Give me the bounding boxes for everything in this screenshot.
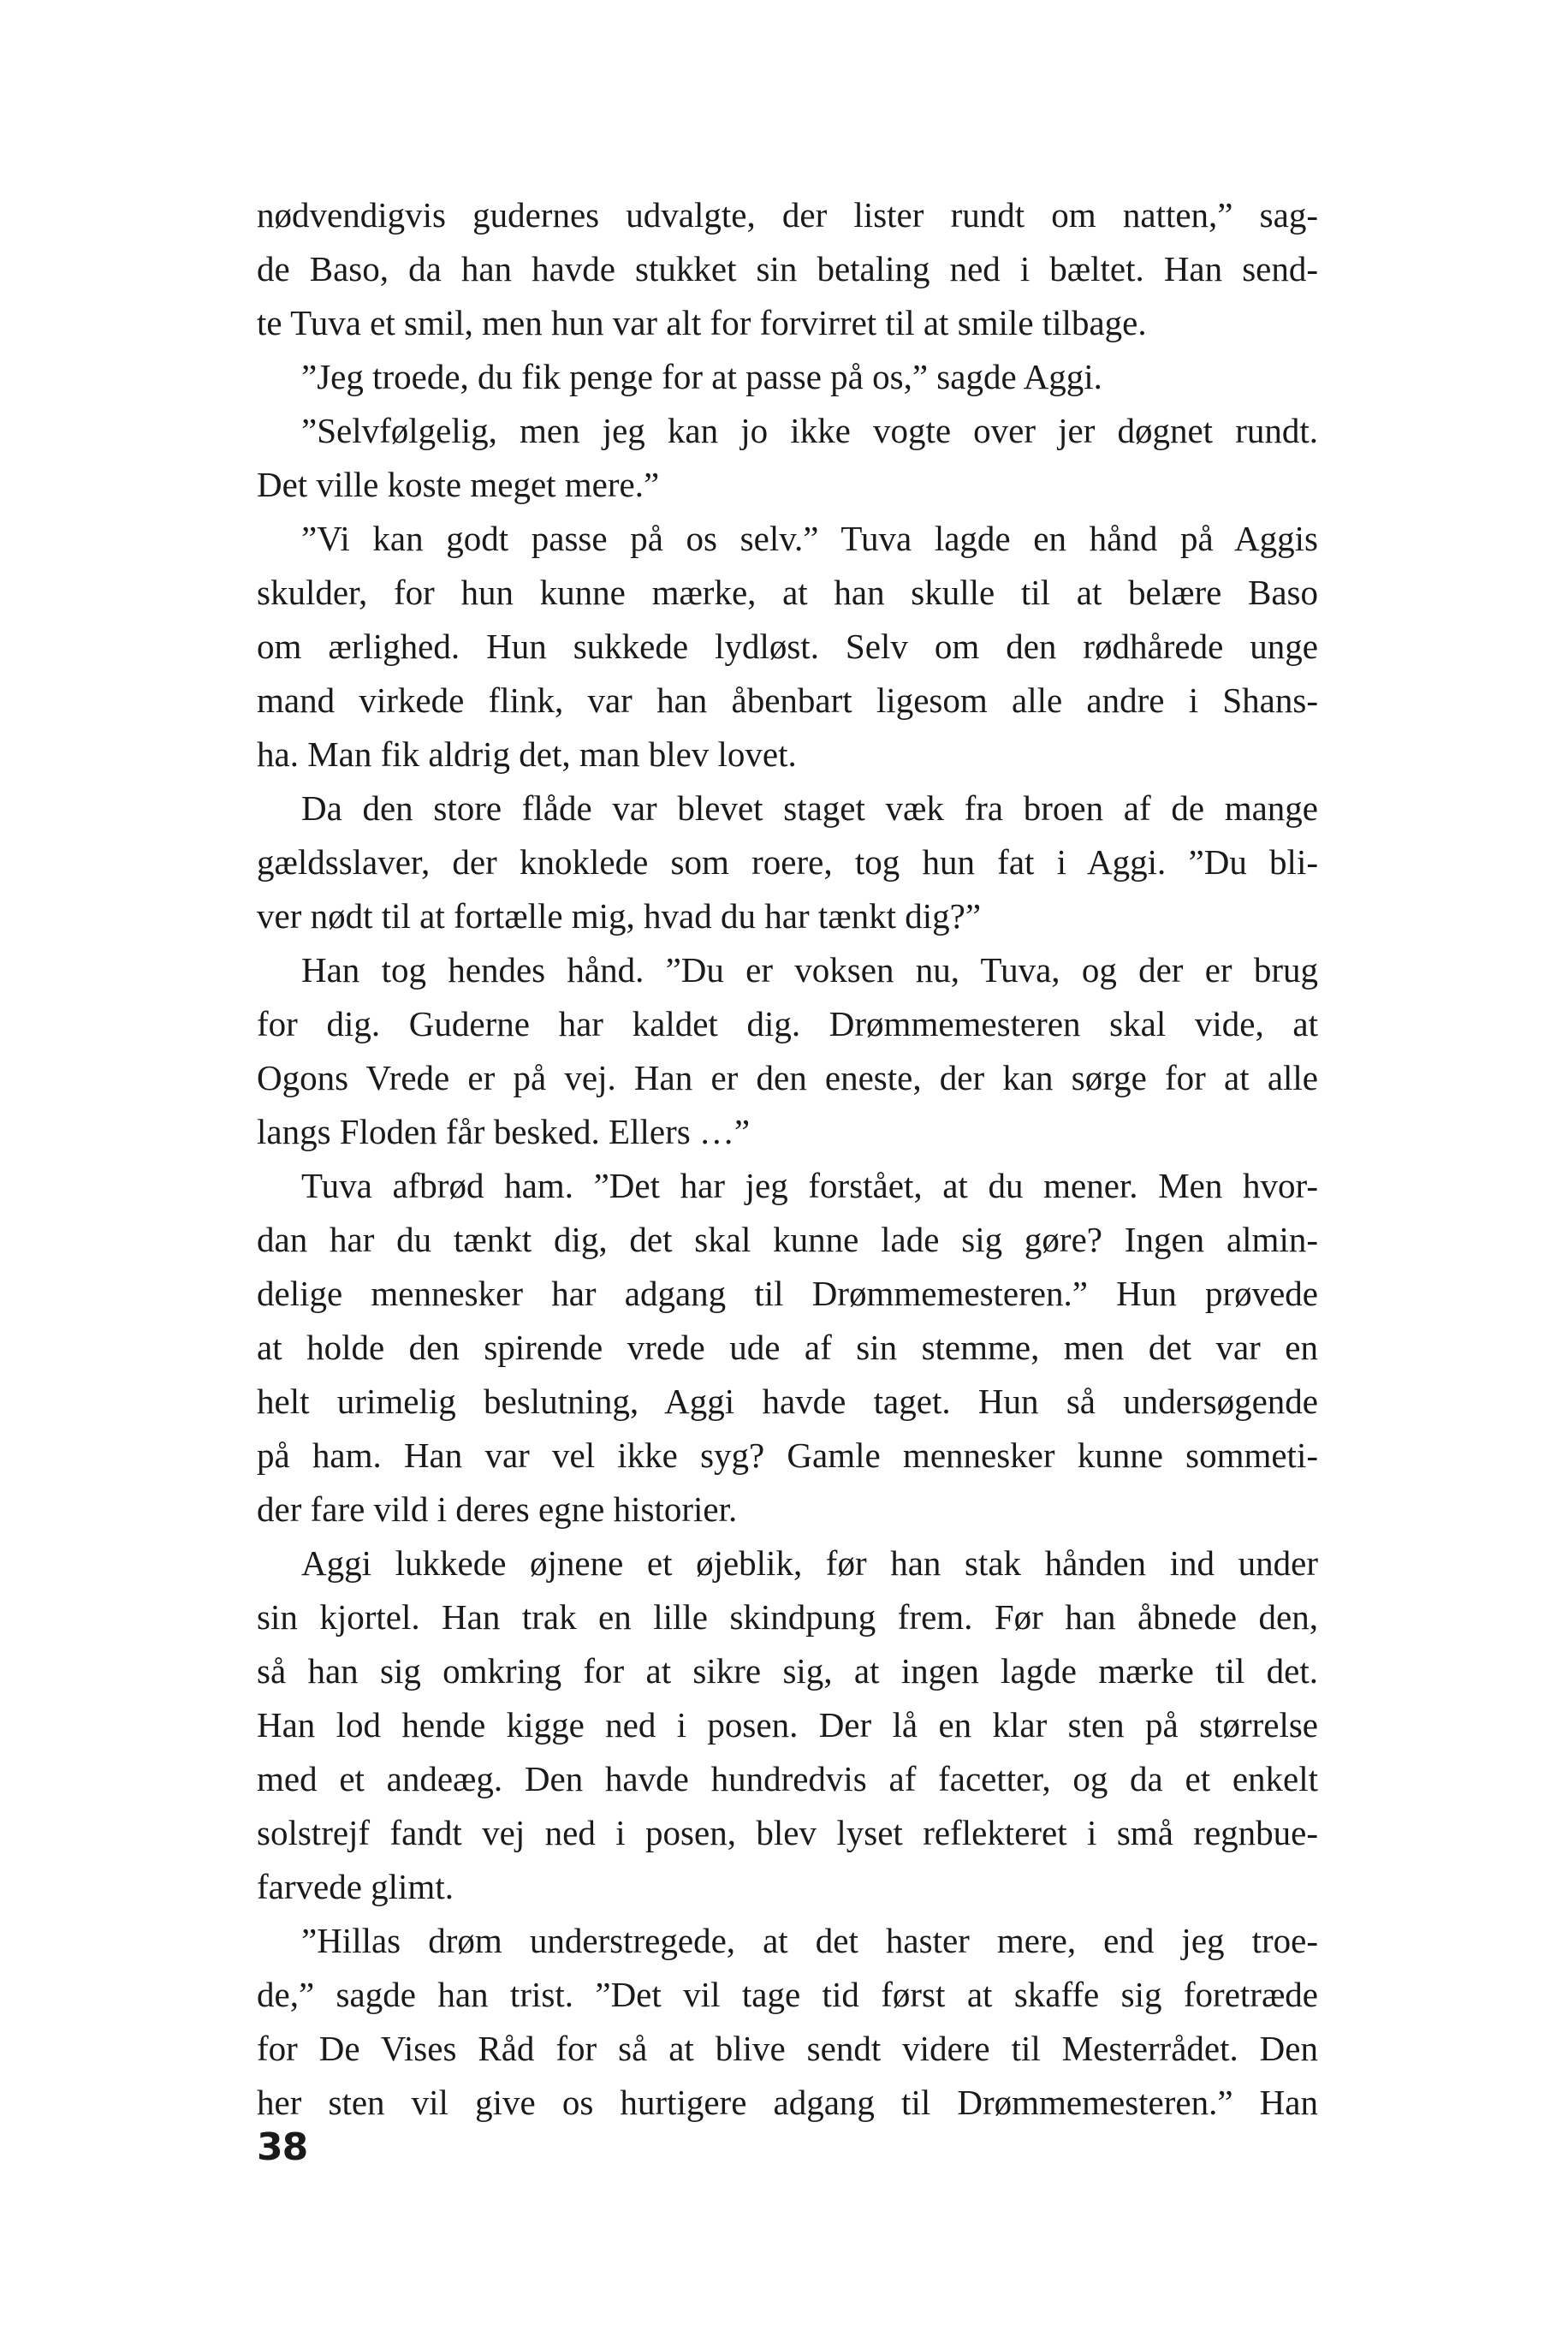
body-text: [257, 188, 1318, 2130]
text-line: ver nødt til at fortælle mig, hvad du har tænkt dig?”: [257, 896, 982, 936]
text-line: helt urimelig beslutning, Aggi havde taget. Hun så undersøgende: [257, 1382, 1318, 1421]
text-line: her sten vil give os hurtigere adgang til Drømmemesteren.” Han: [257, 2083, 1318, 2122]
text-line: Tuva afbrød ham. ”Det har jeg forstået, at du mener. Men hvor-: [301, 1166, 1318, 1205]
text-line: for dig. Guderne har kaldet dig. Drømmemesteren skal vide, at: [257, 1004, 1318, 1043]
text-line: Han lod hende kigge ned i posen. Der lå en klar sten på størrelse: [257, 1705, 1318, 1745]
text-line: farvede glimt.: [257, 1867, 454, 1906]
text-line: med et andeæg. Den havde hundredvis af facetter, og da et enkelt: [257, 1759, 1318, 1798]
text-line: langs Floden får besked. Ellers …”: [257, 1112, 751, 1151]
text-line: Da den store flåde var blevet staget væk fra broen af de mange: [301, 788, 1318, 828]
text-line: de Baso, da han havde stukket sin betaling ned i bæltet. Han send-: [257, 249, 1318, 288]
text-line: mand virkede flink, var han åbenbart ligesom alle andre i Shans-: [257, 681, 1318, 720]
text-line: at holde den spirende vrede ude af sin stemme, men det var en: [257, 1328, 1318, 1367]
text-line: på ham. Han var vel ikke syg? Gamle mennesker kunne sommeti-: [257, 1435, 1318, 1475]
text-line: om ærlighed. Hun sukkede lydløst. Selv om den rødhårede unge: [257, 627, 1318, 666]
text-line: Aggi lukkede øjnene et øjeblik, før han stak hånden ind under: [301, 1543, 1318, 1583]
text-line: ha. Man fik aldrig det, man blev lovet.: [257, 734, 797, 774]
text-line: sin kjortel. Han trak en lille skindpung frem. Før han åbnede den,: [257, 1597, 1318, 1637]
page-number: 38: [257, 2125, 308, 2169]
text-line: nødvendigvis gudernes udvalgte, der lister rundt om natten,” sag-: [257, 195, 1318, 235]
text-line: ”Vi kan godt passe på os selv.” Tuva lagde en hånd på Aggis: [301, 519, 1318, 558]
text-line: skulder, for hun kunne mærke, at han skulle til at belære Baso: [257, 573, 1318, 612]
text-line: ”Hillas drøm understregede, at det haster mere, end jeg troe-: [301, 1921, 1318, 1960]
text-line: dan har du tænkt dig, det skal kunne lade sig gøre? Ingen almin-: [257, 1220, 1318, 1259]
text-line: solstrejf fandt vej ned i posen, blev lyset reflekteret i små regnbue-: [257, 1813, 1318, 1852]
text-line: Han tog hendes hånd. ”Du er voksen nu, Tuva, og der er brug: [301, 950, 1318, 990]
text-line: delige mennesker har adgang til Drømmemesteren.” Hun prøvede: [257, 1274, 1318, 1313]
text-line: gældsslaver, der knoklede som roere, tog hun fat i Aggi. ”Du bli-: [257, 842, 1318, 882]
book-page: [257, 188, 1318, 2130]
text-line: ”Jeg troede, du fik penge for at passe på os,” sagde Aggi.: [301, 357, 1102, 396]
text-line: te Tuva et smil, men hun var alt for forvirret til at smile tilbage.: [257, 303, 1147, 342]
text-line: så han sig omkring for at sikre sig, at ingen lagde mærke til det.: [257, 1651, 1318, 1691]
text-line: de,” sagde han trist. ”Det vil tage tid først at skaffe sig foretræde: [257, 1975, 1318, 2014]
text-line: der fare vild i deres egne historier.: [257, 1489, 738, 1529]
text-line: ”Selvfølgelig, men jeg kan jo ikke vogte over jer døgnet rundt.: [301, 411, 1318, 450]
text-line: Ogons Vrede er på vej. Han er den eneste, der kan sørge for at alle: [257, 1058, 1318, 1097]
text-line: Det ville koste meget mere.”: [257, 465, 660, 504]
text-line: for De Vises Råd for så at blive sendt videre til Mesterrådet. Den: [257, 2029, 1318, 2068]
